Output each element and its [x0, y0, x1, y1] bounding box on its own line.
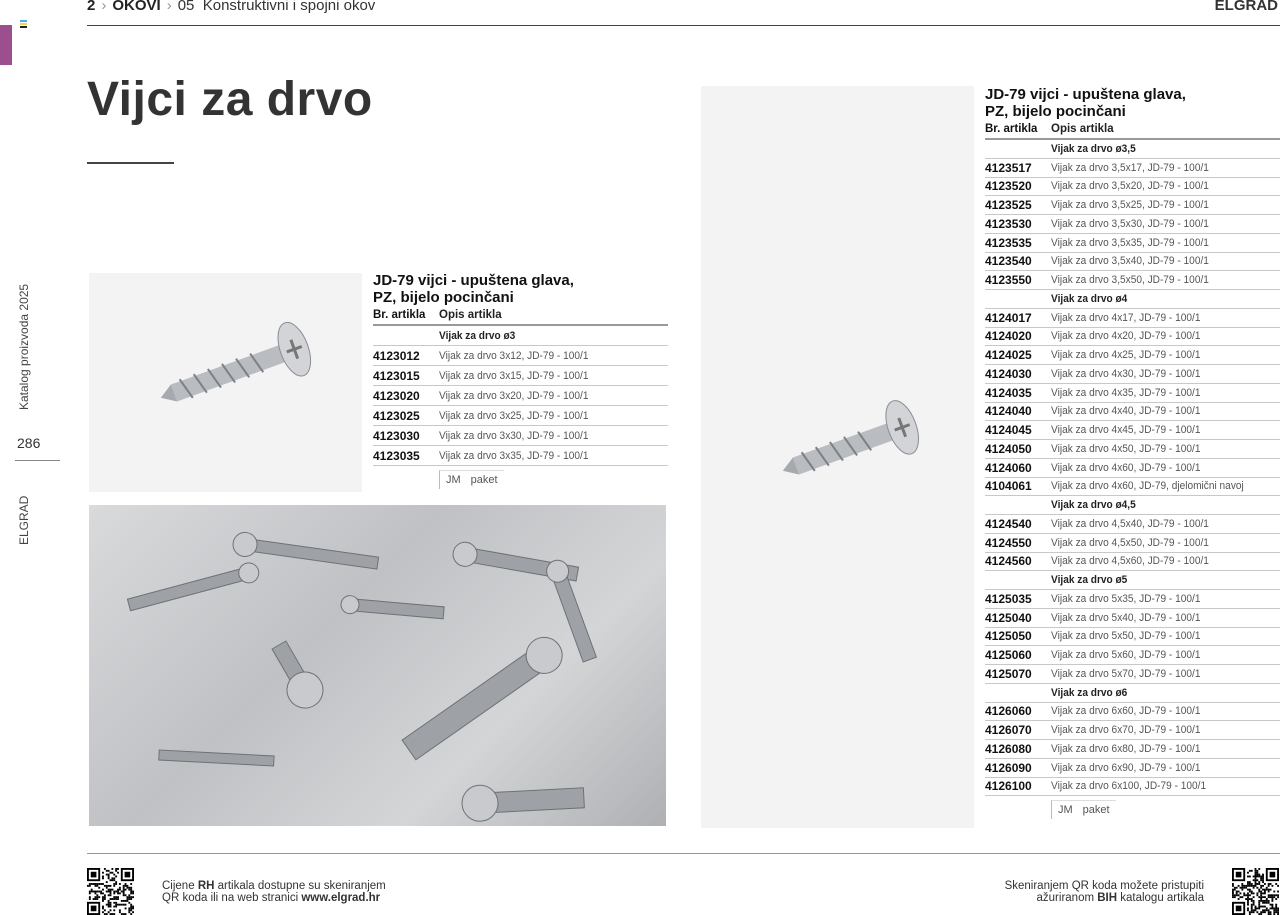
article-code: 4124060 — [985, 460, 1032, 475]
article-description: Vijak za drvo 4,5x60, JD-79 - 100/1 — [1051, 555, 1209, 568]
article-description: Vijak za drvo 3x20, JD-79 - 100/1 — [439, 389, 589, 402]
article-description: Vijak za drvo 4x30, JD-79 - 100/1 — [1051, 367, 1201, 380]
table-row — [985, 365, 1280, 384]
table-row — [985, 215, 1280, 234]
footer-text: katalogu artikala — [1117, 892, 1204, 904]
table-row — [985, 665, 1280, 684]
article-description: Vijak za drvo 4x25, JD-79 - 100/1 — [1051, 349, 1201, 362]
article-code: 4124020 — [985, 329, 1032, 344]
table-row — [985, 328, 1280, 347]
article-code: 4125040 — [985, 610, 1032, 625]
table-title-line2: PZ, bijelo pocinčani — [985, 103, 1126, 120]
article-code: 4124040 — [985, 404, 1032, 419]
table-row — [985, 534, 1280, 553]
column-header-code: Br. artikla — [985, 123, 1038, 135]
article-code: 4124540 — [985, 516, 1032, 531]
table-group-header — [985, 571, 1280, 590]
table-row — [985, 440, 1280, 459]
table-row — [985, 234, 1280, 253]
article-description: Vijak za drvo 4x17, JD-79 - 100/1 — [1051, 311, 1201, 324]
website-link[interactable]: www.elgrad.hr — [301, 892, 381, 904]
article-code: 4123520 — [985, 179, 1032, 194]
article-description: Vijak za drvo 4x40, JD-79 - 100/1 — [1051, 405, 1201, 418]
article-description: Vijak za drvo 5x50, JD-79 - 100/1 — [1051, 630, 1201, 643]
article-code: 4124560 — [985, 554, 1032, 569]
article-description: Vijak za drvo 6x100, JD-79 - 100/1 — [1051, 780, 1207, 793]
article-code: 4126080 — [985, 741, 1032, 756]
article-code: 4125070 — [985, 666, 1032, 681]
article-code: 4124050 — [985, 441, 1032, 456]
table-group-header — [985, 140, 1280, 159]
qr-code-rh-icon[interactable] — [87, 868, 134, 915]
sidebar-brand: ELGRAD — [17, 495, 31, 545]
article-code: 4126090 — [985, 760, 1032, 775]
article-code: 4124550 — [985, 535, 1032, 550]
table-row — [373, 446, 668, 466]
table-group-header — [985, 290, 1280, 309]
article-code: 4123550 — [985, 273, 1032, 288]
table-body — [373, 326, 668, 466]
article-description: Vijak za drvo 3x25, JD-79 - 100/1 — [439, 409, 589, 422]
product-table-right — [985, 86, 1280, 819]
article-code: 4123517 — [985, 160, 1032, 175]
article-code: 4104061 — [985, 479, 1032, 494]
table-row — [985, 590, 1280, 609]
breadcrumb-page-section[interactable]: 2 — [87, 0, 96, 14]
article-description: Vijak za drvo 3,5x30, JD-79 - 100/1 — [1051, 217, 1209, 230]
table-body — [985, 140, 1280, 796]
product-table-left — [373, 272, 668, 489]
qr-code-bih-icon[interactable] — [1232, 868, 1279, 915]
unit-box — [439, 470, 504, 489]
table-header — [373, 309, 668, 326]
article-description: Vijak za drvo 6x90, JD-79 - 100/1 — [1051, 761, 1201, 774]
screw-icon — [89, 273, 362, 492]
article-description: Vijak za drvo 4,5x50, JD-79 - 100/1 — [1051, 536, 1209, 549]
article-description: Vijak za drvo 6x60, JD-79 - 100/1 — [1051, 705, 1201, 718]
article-code: 4124045 — [985, 423, 1032, 438]
page-number: 286 — [17, 435, 41, 451]
group-label: Vijak za drvo ø4 — [1051, 292, 1128, 305]
screw-icon — [701, 86, 974, 828]
table-group-header — [373, 326, 668, 346]
column-header-description: Opis artikla — [439, 309, 502, 321]
table-title-line1: JD-79 vijci - upuštena glava, — [985, 86, 1186, 103]
footer-text: Skeniranjem QR koda možete pristupiti — [1004, 880, 1204, 892]
table-row — [373, 426, 668, 446]
sidebar-catalog-label: Katalog proizvoda 2025 — [17, 283, 31, 410]
unit-box — [1051, 800, 1116, 819]
footer-left-text — [162, 880, 386, 904]
screws-photo-icon — [89, 505, 666, 826]
table-row — [985, 196, 1280, 215]
table-row — [985, 515, 1280, 534]
title-underline — [87, 162, 174, 164]
table-row — [985, 759, 1280, 778]
article-code: 4126100 — [985, 779, 1032, 794]
table-row — [985, 271, 1280, 290]
article-code: 4125035 — [985, 591, 1032, 606]
table-row — [985, 478, 1280, 497]
page-title: Vijci za drvo — [87, 73, 373, 126]
article-description: Vijak za drvo 3,5x25, JD-79 - 100/1 — [1051, 199, 1209, 212]
table-row — [985, 178, 1280, 197]
table-row — [985, 628, 1280, 647]
table-row — [985, 384, 1280, 403]
article-code: 4124025 — [985, 348, 1032, 363]
product-photo-screws — [89, 505, 666, 826]
table-row — [985, 740, 1280, 759]
article-code: 4123012 — [373, 348, 420, 363]
table-row — [373, 346, 668, 366]
column-header-description: Opis artikla — [1051, 123, 1114, 135]
article-code: 4123535 — [985, 235, 1032, 250]
section-tab-marker — [0, 25, 12, 65]
breadcrumb-section[interactable]: OKOVI — [112, 0, 161, 14]
article-code: 4126070 — [985, 723, 1032, 738]
chevron-right-icon: › — [166, 0, 172, 14]
article-description: Vijak za drvo 3,5x40, JD-79 - 100/1 — [1051, 255, 1209, 268]
table-group-header — [985, 684, 1280, 703]
product-image-screw-small — [89, 273, 362, 492]
table-row — [985, 778, 1280, 797]
article-code: 4123020 — [373, 388, 420, 403]
article-code: 4123030 — [373, 428, 420, 443]
breadcrumb — [87, 0, 375, 14]
table-row — [985, 346, 1280, 365]
article-code: 4125050 — [985, 629, 1032, 644]
table-row — [985, 609, 1280, 628]
table-row — [985, 309, 1280, 328]
group-label: Vijak za drvo ø4,5 — [1051, 499, 1136, 512]
article-code: 4126060 — [985, 704, 1032, 719]
article-description: Vijak za drvo 3,5x17, JD-79 - 100/1 — [1051, 161, 1209, 174]
article-code: 4123015 — [373, 368, 420, 383]
table-row — [985, 421, 1280, 440]
product-image-screw-large — [701, 86, 974, 828]
table-header — [985, 123, 1280, 140]
column-header-code: Br. artikla — [373, 309, 426, 321]
breadcrumb-chapter-num[interactable]: 05 — [177, 0, 195, 14]
article-description: Vijak za drvo 3,5x20, JD-79 - 100/1 — [1051, 180, 1209, 193]
header-divider — [87, 25, 1280, 26]
table-row — [985, 703, 1280, 722]
group-label: Vijak za drvo ø3,5 — [1051, 142, 1136, 155]
group-label: Vijak za drvo ø3 — [439, 329, 516, 342]
page-number-divider — [15, 460, 60, 461]
article-code: 4123025 — [373, 408, 420, 423]
article-code: 4124030 — [985, 366, 1032, 381]
article-description: Vijak za drvo 6x80, JD-79 - 100/1 — [1051, 742, 1201, 755]
footer-text-bold: BIH — [1097, 892, 1118, 904]
article-description: Vijak za drvo 6x70, JD-79 - 100/1 — [1051, 724, 1201, 737]
article-description: Vijak za drvo 3x30, JD-79 - 100/1 — [439, 429, 589, 442]
article-description: Vijak za drvo 3,5x50, JD-79 - 100/1 — [1051, 274, 1209, 287]
article-description: Vijak za drvo 5x35, JD-79 - 100/1 — [1051, 592, 1201, 605]
unit-label: JM — [1058, 804, 1073, 817]
article-description: Vijak za drvo 4x45, JD-79 - 100/1 — [1051, 424, 1201, 437]
article-description: Vijak za drvo 5x70, JD-79 - 100/1 — [1051, 667, 1201, 680]
group-label: Vijak za drvo ø6 — [1051, 686, 1128, 699]
article-code: 4123525 — [985, 198, 1032, 213]
table-row — [373, 366, 668, 386]
group-label: Vijak za drvo ø5 — [1051, 574, 1128, 587]
footer-text: Cijene — [162, 880, 198, 892]
unit-label: JM — [446, 474, 461, 486]
footer-text: QR koda ili na web stranici — [162, 892, 302, 904]
table-group-header — [985, 496, 1280, 515]
unit-value: paket — [470, 474, 498, 486]
article-description: Vijak za drvo 4x60, JD-79, djelomični navoj — [1051, 480, 1244, 493]
article-code: 4123035 — [373, 448, 420, 463]
unit-value: paket — [1082, 804, 1110, 817]
breadcrumb-chapter[interactable]: Konstruktivni i spojni okov — [202, 0, 376, 14]
article-code: 4125060 — [985, 648, 1032, 663]
article-description: Vijak za drvo 3x35, JD-79 - 100/1 — [439, 449, 589, 462]
article-description: Vijak za drvo 4x20, JD-79 - 100/1 — [1051, 330, 1201, 343]
footer-divider — [87, 853, 1280, 854]
table-row — [985, 253, 1280, 272]
table-title-line1: JD-79 vijci - upuštena glava, — [373, 272, 574, 289]
article-description: Vijak za drvo 5x40, JD-79 - 100/1 — [1051, 611, 1201, 624]
table-row — [985, 459, 1280, 478]
article-description: Vijak za drvo 4x35, JD-79 - 100/1 — [1051, 386, 1201, 399]
footer-text-bold: RH — [197, 880, 215, 892]
article-code: 4123540 — [985, 254, 1032, 269]
color-marks — [20, 20, 27, 29]
table-row — [985, 646, 1280, 665]
header-brand: ELGRAD — [1214, 0, 1278, 14]
article-code: 4123530 — [985, 216, 1032, 231]
table-title-line2: PZ, bijelo pocinčani — [373, 289, 514, 306]
footer-text: ažuriranom — [1036, 892, 1098, 904]
article-description: Vijak za drvo 5x60, JD-79 - 100/1 — [1051, 649, 1201, 662]
article-description: Vijak za drvo 3x12, JD-79 - 100/1 — [439, 349, 589, 362]
footer-right-text — [1005, 880, 1204, 904]
table-row — [373, 386, 668, 406]
table-row — [985, 721, 1280, 740]
article-description: Vijak za drvo 4x50, JD-79 - 100/1 — [1051, 442, 1201, 455]
chevron-right-icon: › — [101, 0, 107, 14]
table-row — [373, 406, 668, 426]
article-code: 4124017 — [985, 310, 1032, 325]
article-description: Vijak za drvo 4x60, JD-79 - 100/1 — [1051, 461, 1201, 474]
table-row — [985, 403, 1280, 422]
footer-text: artikala dostupne su skeniranjem — [214, 880, 386, 892]
table-row — [985, 553, 1280, 572]
article-description: Vijak za drvo 3x15, JD-79 - 100/1 — [439, 369, 589, 382]
article-description: Vijak za drvo 3,5x35, JD-79 - 100/1 — [1051, 236, 1209, 249]
table-row — [985, 159, 1280, 178]
article-description: Vijak za drvo 4,5x40, JD-79 - 100/1 — [1051, 517, 1209, 530]
article-code: 4124035 — [985, 385, 1032, 400]
